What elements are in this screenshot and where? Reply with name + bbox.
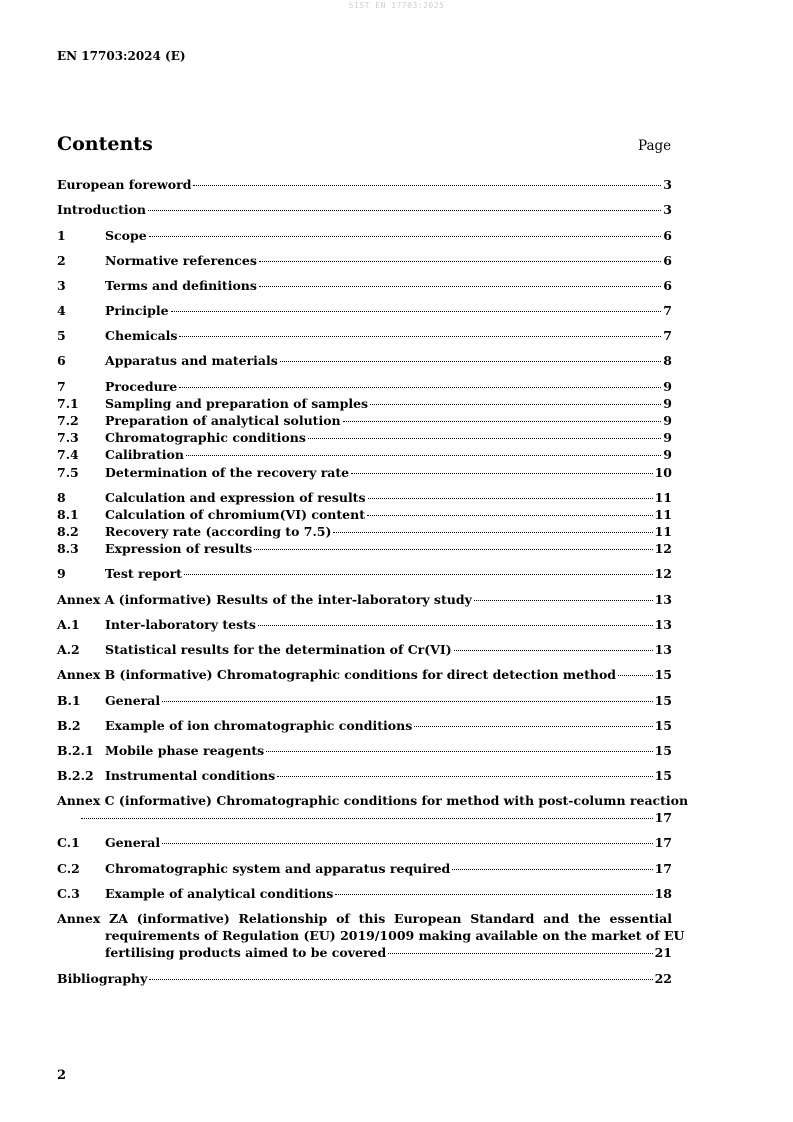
toc-entry-title: Apparatus and materials — [105, 353, 278, 368]
dot-leader — [280, 361, 662, 362]
toc-entry-page: 9 — [663, 430, 672, 445]
toc-entry-5[interactable] — [57, 328, 672, 343]
toc-entry-title: Instrumental conditions — [105, 768, 276, 783]
toc-entry-title: Example of analytical conditions — [105, 886, 334, 901]
toc-entry-title: Introduction — [57, 202, 147, 217]
toc-entry-7-2[interactable] — [57, 413, 672, 428]
toc-entry-number: 9 — [57, 566, 66, 581]
toc-entry-9[interactable] — [57, 566, 672, 581]
toc-entry-annex-c[interactable] — [57, 792, 689, 826]
toc-entry-b-2-2[interactable] — [57, 768, 672, 783]
toc-entry-title: Procedure — [105, 379, 178, 394]
toc-entry-b-2-1[interactable] — [57, 743, 672, 758]
toc-entry-number: B.2.1 — [57, 743, 94, 758]
toc-entry-number: 8.2 — [57, 524, 79, 539]
toc-entry-title: General — [105, 693, 161, 708]
dot-leader — [414, 726, 652, 727]
toc-entry-b-2[interactable] — [57, 718, 672, 733]
toc-entry-7-5[interactable] — [57, 465, 672, 480]
dot-leader — [259, 286, 661, 287]
toc-entry-title: Terms and definitions — [105, 278, 257, 293]
toc-entry-c-2[interactable] — [57, 861, 672, 876]
toc-entry-title: Annex A (informative) Results of the inter-laboratory study — [57, 592, 472, 607]
dot-leader — [351, 473, 652, 474]
dot-leader — [179, 387, 661, 388]
dot-leader — [81, 818, 653, 819]
toc-entry-number: 3 — [57, 278, 66, 293]
dot-leader — [258, 625, 653, 626]
toc-entry-page: 13 — [654, 642, 672, 657]
toc-entry-4[interactable] — [57, 303, 672, 318]
toc-entry-bibliography[interactable] — [57, 971, 672, 986]
toc-entry-title: Chemicals — [105, 328, 178, 343]
toc-entry-page: 7 — [663, 328, 672, 343]
toc-entry-a-1[interactable] — [57, 617, 672, 632]
toc-entry-title: Principle — [105, 303, 169, 318]
toc-entry-page: 11 — [654, 524, 672, 539]
toc-entry-title-line-3: fertilising products aimed to be covered — [105, 945, 387, 960]
toc-entry-title: Calculation of chromium(VI) content — [105, 507, 365, 522]
toc-entry-annex-za[interactable] — [57, 910, 685, 961]
toc-entry-number: 7.3 — [57, 430, 79, 445]
toc-entry-title: Example of ion chromatographic conditions — [105, 718, 413, 733]
toc-entry-title: Chromatographic system and apparatus required — [105, 861, 451, 876]
toc-entry-title: Determination of the recovery rate — [105, 465, 350, 480]
dot-leader — [186, 455, 661, 456]
dot-leader — [149, 236, 662, 237]
toc-entry-number: 8.1 — [57, 507, 79, 522]
toc-entry-page: 17 — [654, 810, 672, 825]
toc-entry-number: 7.2 — [57, 413, 79, 428]
toc-entry-title-line-1: Annex ZA (informative) Relationship of this European Standard and the essential — [57, 911, 672, 926]
toc-entry-annex-b[interactable] — [57, 667, 672, 682]
toc-entry-title: Expression of results — [105, 541, 253, 556]
toc-entry-number: A.2 — [57, 642, 80, 657]
toc-entry-number: 7.4 — [57, 447, 79, 462]
toc-entry-title: Scope — [105, 228, 147, 243]
toc-entry-6[interactable] — [57, 353, 672, 368]
toc-entry-8-2[interactable] — [57, 524, 672, 539]
toc-entry-3[interactable] — [57, 278, 672, 293]
toc-entry-page: 6 — [663, 253, 672, 268]
dot-leader — [162, 843, 652, 844]
toc-entry-page: 15 — [654, 667, 672, 682]
dot-leader — [343, 421, 662, 422]
toc-entry-title: Annex C (informative) Chromatographic conditions for method with post-column reaction — [57, 793, 689, 808]
dot-leader — [452, 869, 652, 870]
toc-entry-page: 15 — [654, 768, 672, 783]
toc-entry-title: Statistical results for the determination of Cr(VI) — [105, 642, 452, 657]
toc-entry-title: Annex B (informative) Chromatographic conditions for direct detection method — [57, 667, 617, 682]
toc-entry-page: 11 — [654, 490, 672, 505]
watermark: SIST EN 17703:2025 — [348, 1, 445, 10]
toc-entry-page: 6 — [663, 228, 672, 243]
toc-entry-page: 17 — [654, 835, 672, 850]
toc-entry-8[interactable] — [57, 490, 672, 505]
dot-leader — [259, 261, 661, 262]
toc-entry-title: European foreword — [57, 177, 192, 192]
toc-entry-page: 9 — [663, 413, 672, 428]
toc-entry-title: Chromatographic conditions — [105, 430, 306, 445]
toc-entry-number: 7.5 — [57, 465, 79, 480]
dot-leader — [193, 185, 661, 186]
dot-leader — [179, 336, 661, 337]
dot-leader — [266, 751, 652, 752]
dot-leader — [474, 600, 653, 601]
toc-entry-page: 8 — [663, 353, 672, 368]
toc-entry-number: 4 — [57, 303, 66, 318]
dot-leader — [277, 776, 652, 777]
toc-entry-7-1[interactable] — [57, 396, 672, 411]
contents-title: Contents — [57, 133, 153, 155]
toc-entry-page: 7 — [663, 303, 672, 318]
toc-entry-page: 9 — [663, 379, 672, 394]
toc-entry-c-1[interactable] — [57, 835, 672, 850]
toc-entry-number: 6 — [57, 353, 66, 368]
toc-entry-number: B.1 — [57, 693, 81, 708]
dot-leader — [148, 210, 661, 211]
page-column-label: Page — [638, 138, 672, 154]
toc-entry-title: Test report — [105, 566, 182, 581]
toc-entry-number: 7 — [57, 379, 66, 394]
toc-entry-7-3[interactable] — [57, 430, 672, 445]
toc-entry-title: Inter-laboratory tests — [105, 617, 256, 632]
toc-entry-title: General — [105, 835, 161, 850]
dot-leader — [367, 515, 653, 516]
toc-entry-page: 9 — [663, 447, 672, 462]
toc-entry-page: 9 — [663, 396, 672, 411]
toc-entry-title: Recovery rate (according to 7.5) — [105, 524, 332, 539]
toc-entry-title: Sampling and preparation of samples — [105, 396, 369, 411]
toc-entry-page: 3 — [663, 177, 672, 192]
toc-entry-page: 15 — [654, 693, 672, 708]
toc-entry-number: B.2.2 — [57, 768, 94, 783]
toc-entry-page: 12 — [654, 541, 672, 556]
dot-leader — [162, 701, 652, 702]
toc-entry-title: Calculation and expression of results — [105, 490, 366, 505]
toc-entry-page: 13 — [654, 592, 672, 607]
toc-entry-8-1[interactable] — [57, 507, 672, 522]
dot-leader — [454, 650, 653, 651]
toc-entry-b-1[interactable] — [57, 693, 672, 708]
toc-entry-page: 17 — [654, 861, 672, 876]
dot-leader — [171, 311, 662, 312]
toc-entry-title: Preparation of analytical solution — [105, 413, 341, 428]
toc-entry-annex-a[interactable] — [57, 592, 672, 607]
toc-entry-number: 8 — [57, 490, 66, 505]
toc-entry-number: 8.3 — [57, 541, 79, 556]
toc-entry-7[interactable] — [57, 379, 672, 394]
toc-entry-2[interactable] — [57, 253, 672, 268]
document-id: EN 17703:2024 (E) — [57, 49, 186, 63]
toc-entry-page: 15 — [654, 743, 672, 758]
page-number: 2 — [57, 1068, 67, 1083]
toc-entry-page: 21 — [654, 945, 672, 960]
dot-leader — [370, 404, 661, 405]
toc-entry-page: 13 — [654, 617, 672, 632]
toc-entry-number: B.2 — [57, 718, 81, 733]
dot-leader — [184, 574, 653, 575]
toc-entry-a-2[interactable] — [57, 642, 672, 657]
toc-entry-number: 5 — [57, 328, 66, 343]
dot-leader — [254, 549, 652, 550]
toc-entry-page: 10 — [654, 465, 672, 480]
dot-leader — [618, 675, 653, 676]
dot-leader — [335, 894, 652, 895]
toc-entry-1[interactable] — [57, 228, 672, 243]
toc-entry-number: C.1 — [57, 835, 80, 850]
toc-entry-page: 12 — [654, 566, 672, 581]
toc-entry-page: 6 — [663, 278, 672, 293]
toc-entry-page: 15 — [654, 718, 672, 733]
toc-entry-introduction[interactable] — [57, 202, 672, 217]
toc-entry-number: 7.1 — [57, 396, 79, 411]
toc-entry-number: C.2 — [57, 861, 80, 876]
dot-leader — [368, 498, 653, 499]
dot-leader — [149, 979, 652, 980]
toc-entry-number: A.1 — [57, 617, 80, 632]
toc-entry-c-3[interactable] — [57, 886, 672, 901]
toc-entry-page: 22 — [654, 971, 672, 986]
dot-leader — [333, 532, 652, 533]
toc-entry-page: 18 — [654, 886, 672, 901]
dot-leader — [308, 438, 661, 439]
toc-entry-number: 1 — [57, 228, 66, 243]
dot-leader — [388, 953, 652, 954]
toc-entry-european-foreword[interactable] — [57, 177, 672, 192]
toc-entry-8-3[interactable] — [57, 541, 672, 556]
toc-entry-number: C.3 — [57, 886, 80, 901]
toc-entry-title: Bibliography — [57, 971, 148, 986]
toc-entry-title: Mobile phase reagents — [105, 743, 265, 758]
toc-entry-title: Calibration — [105, 447, 184, 462]
toc-entry-page: 11 — [654, 507, 672, 522]
toc-entry-number: 2 — [57, 253, 66, 268]
toc-entry-7-4[interactable] — [57, 447, 672, 462]
toc-entry-page: 3 — [663, 202, 672, 217]
toc-entry-title-line-2: requirements of Regulation (EU) 2019/1009 making available on the market of EU — [105, 928, 685, 943]
toc-entry-title: Normative references — [105, 253, 257, 268]
